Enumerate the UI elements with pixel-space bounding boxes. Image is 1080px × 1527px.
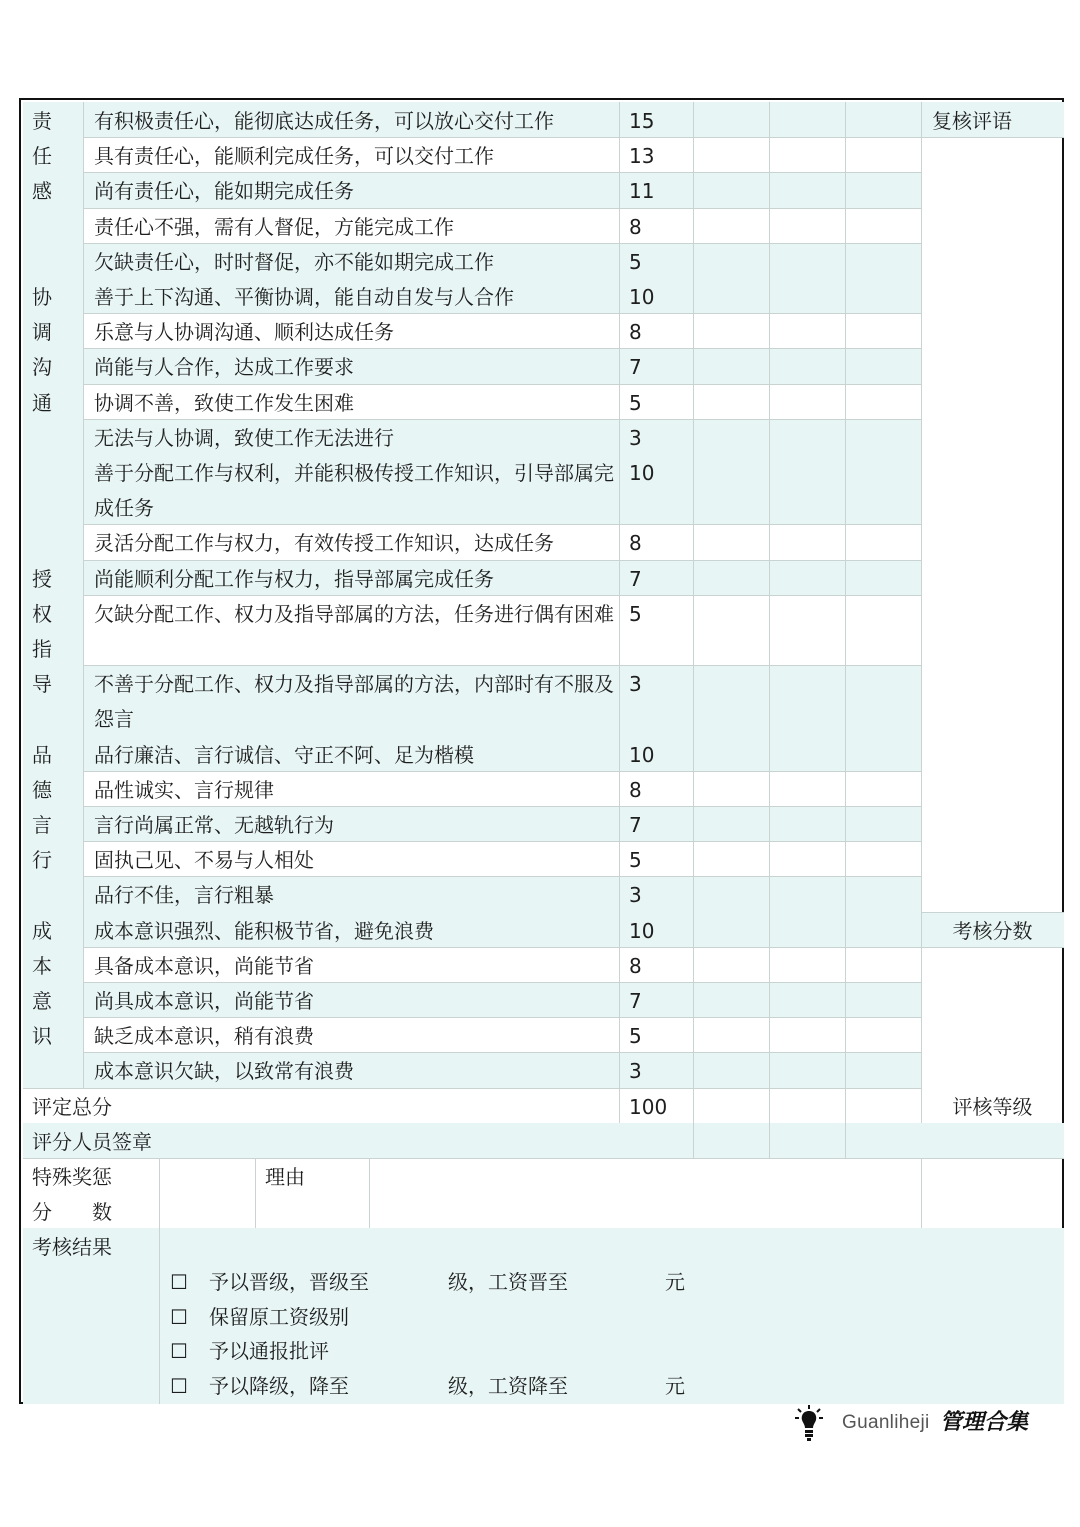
category-label-char: 言 xyxy=(32,813,52,837)
special-reason-label: 理由 xyxy=(265,1165,305,1189)
category-label-char: 意 xyxy=(32,989,52,1013)
grid-line xyxy=(769,102,770,1158)
criteria-score: 7 xyxy=(629,355,642,380)
criteria-text: 尚具成本意识，尚能节省 xyxy=(94,989,314,1013)
criteria-score: 8 xyxy=(629,320,642,345)
grid-line xyxy=(83,876,921,877)
watermark xyxy=(790,1402,1050,1446)
criteria-score: 7 xyxy=(629,566,642,591)
category-name xyxy=(21,100,22,101)
appraisal-form xyxy=(19,98,1064,1404)
category-label-char: 责 xyxy=(32,109,52,133)
category-label-char: 权 xyxy=(32,601,52,626)
grid-line xyxy=(921,947,1064,948)
result-option-text: 予以晋级，晋级至 xyxy=(209,1270,369,1295)
criteria-score: 5 xyxy=(629,601,642,626)
grid-line xyxy=(83,348,921,349)
criteria-text: 品行不佳，言行粗暴 xyxy=(94,883,274,908)
grid-line xyxy=(83,841,921,842)
criteria-score: 5 xyxy=(629,1024,642,1049)
result-option-checkbox: ☐ xyxy=(170,1339,188,1364)
criteria-text: 尚能与人合作，达成工作要求 xyxy=(94,355,354,380)
criteria-text: 责任心不强，需有人督促，方能完成工作 xyxy=(94,214,454,239)
assessment-grade-label: 评核等级 xyxy=(952,1094,1033,1119)
grid-line xyxy=(83,1052,921,1053)
criteria-text: 善于分配工作与权利，并能积极传授工作知识，引导部属完成任务 xyxy=(94,461,614,520)
special-label-line2: 分 数 xyxy=(32,1200,112,1225)
special-reward-row xyxy=(23,1158,1064,1228)
result-option-text: 保留原工资级别 xyxy=(209,1304,349,1329)
grid-line xyxy=(83,243,921,244)
category-label-char: 协 xyxy=(32,285,52,309)
category-name xyxy=(21,100,22,101)
criteria-text: 有积极责任心，能彻底达成任务，可以放心交付工作 xyxy=(94,109,554,133)
criteria-text: 不善于分配工作、权力及指导部属的方法，内部时有不服及怨言 xyxy=(94,672,614,732)
criteria-score: 8 xyxy=(629,214,642,239)
grid-line xyxy=(369,1158,370,1228)
category-label-char: 授 xyxy=(32,566,52,591)
category-label-char: 通 xyxy=(32,390,52,415)
category-label-char: 识 xyxy=(32,1024,52,1049)
category-label-char: 沟 xyxy=(32,355,52,380)
category-label-char: 本 xyxy=(32,953,52,978)
category-label-char: 感 xyxy=(32,179,52,204)
criteria-text: 成本意识强烈、能积极节省，避免浪费 xyxy=(94,918,434,943)
total-row xyxy=(23,1088,921,1123)
criteria-score: 3 xyxy=(629,1059,642,1084)
category-label-char: 指 xyxy=(32,637,52,661)
criteria-text: 言行尚属正常、无越轨行为 xyxy=(94,813,334,837)
total-score: 100 xyxy=(629,1094,668,1119)
category-label-char: 调 xyxy=(32,320,52,345)
grid-line xyxy=(83,102,84,1088)
criteria-text: 缺乏成本意识，稍有浪费 xyxy=(94,1024,314,1049)
result-option-checkbox: ☐ xyxy=(170,1304,188,1329)
category-name xyxy=(21,100,22,101)
result-option-text: 予以降级，降至 xyxy=(209,1373,349,1398)
criteria-score: 10 xyxy=(629,742,655,767)
criteria-text: 具备成本意识，尚能节省 xyxy=(94,953,314,978)
category-name xyxy=(21,100,22,101)
criteria-score: 5 xyxy=(629,390,642,415)
grid-line xyxy=(83,137,921,138)
category-label-char: 品 xyxy=(32,742,52,767)
criteria-score: 3 xyxy=(629,425,642,450)
criteria-score: 11 xyxy=(629,179,655,204)
watermark-brand: Guanliheji xyxy=(842,1412,930,1433)
signature-label: 评分人员签章 xyxy=(32,1129,152,1154)
grid-line xyxy=(159,1228,160,1404)
grid-line xyxy=(83,208,921,209)
criteria-score: 7 xyxy=(629,813,642,837)
grid-line xyxy=(83,947,921,948)
grid-line xyxy=(921,1158,922,1228)
result-label: 考核结果 xyxy=(32,1235,112,1260)
grid-line xyxy=(255,1158,256,1228)
criteria-score: 10 xyxy=(629,918,655,943)
grid-line xyxy=(83,595,921,596)
lightbulb-icon xyxy=(794,1404,824,1442)
assessment-score-box xyxy=(921,947,1064,1088)
criteria-text: 具有责任心，能顺利完成任务，可以交付工作 xyxy=(94,144,494,169)
criteria-text: 品性诚实、言行规律 xyxy=(94,777,274,802)
criteria-text: 品行廉洁、言行诚信、守正不阿、足为楷模 xyxy=(94,742,474,767)
grid-line xyxy=(83,1017,921,1018)
criteria-text: 固执己见、不易与人相处 xyxy=(94,848,314,873)
criteria-text: 欠缺分配工作、权力及指导部属的方法，任务进行偶有困难 xyxy=(94,601,614,626)
criteria-text: 灵活分配工作与权力，有效传授工作知识，达成任务 xyxy=(94,531,554,556)
grid-line xyxy=(83,313,921,314)
result-option-unit: 元 xyxy=(665,1270,685,1295)
grid-line xyxy=(83,982,921,983)
result-option-unit: 元 xyxy=(665,1373,685,1398)
criteria-text: 尚有责任心，能如期完成任务 xyxy=(94,179,354,204)
review-comment-label: 复核评语 xyxy=(932,109,1012,133)
grid-line xyxy=(83,806,921,807)
special-label-line1: 特殊奖惩 xyxy=(32,1165,112,1189)
result-option-mid: 级，工资降至 xyxy=(448,1373,568,1398)
grid-line xyxy=(619,102,620,1123)
grid-line xyxy=(83,524,921,525)
grid-line xyxy=(921,912,1064,913)
criteria-text: 尚能顺利分配工作与权力，指导部属完成任务 xyxy=(94,566,494,591)
category-label-char: 任 xyxy=(32,144,52,169)
criteria-text: 欠缺责任心，时时督促，亦不能如期完成工作 xyxy=(94,249,494,274)
criteria-score: 7 xyxy=(629,989,642,1013)
category-label-char: 成 xyxy=(32,918,52,943)
criteria-score: 10 xyxy=(629,285,655,309)
grid-line xyxy=(83,771,921,772)
total-label: 评定总分 xyxy=(32,1094,112,1119)
grid-line xyxy=(921,137,1064,138)
category-label-char: 行 xyxy=(32,848,52,873)
result-option-checkbox: ☐ xyxy=(170,1270,188,1295)
signature-row xyxy=(23,1123,1064,1158)
result-option-text: 予以通报批评 xyxy=(209,1339,329,1364)
category-name xyxy=(21,100,22,101)
result-option-checkbox: ☐ xyxy=(170,1373,188,1398)
criteria-score: 10 xyxy=(629,461,655,485)
criteria-score: 13 xyxy=(629,144,655,169)
grid-line xyxy=(83,560,921,561)
criteria-text: 无法与人协调，致使工作无法进行 xyxy=(94,425,394,450)
assessment-score-label: 考核分数 xyxy=(952,918,1033,943)
watermark-brand-cn: 管理合集 xyxy=(940,1409,1029,1435)
grid-line xyxy=(83,419,921,420)
result-option-mid: 级，工资晋至 xyxy=(448,1270,568,1295)
criteria-text: 成本意识欠缺，以致常有浪费 xyxy=(94,1059,354,1084)
criteria-score: 3 xyxy=(629,672,642,697)
grid-line xyxy=(693,102,694,1158)
criteria-score: 8 xyxy=(629,531,642,556)
review-comment-box xyxy=(921,137,1064,912)
criteria-text: 善于上下沟通、平衡协调，能自动自发与人合作 xyxy=(94,285,514,309)
grid-line xyxy=(845,102,846,1158)
criteria-score: 3 xyxy=(629,883,642,908)
criteria-score: 8 xyxy=(629,953,642,978)
grid-line xyxy=(83,172,921,173)
grid-line xyxy=(83,384,921,385)
criteria-text: 协调不善，致使工作发生困难 xyxy=(94,390,354,415)
category-label-char: 导 xyxy=(32,672,52,697)
category-label-char: 德 xyxy=(32,777,52,802)
criteria-score: 8 xyxy=(629,777,642,802)
criteria-score: 5 xyxy=(629,249,642,274)
grid-line xyxy=(83,665,921,666)
criteria-score: 15 xyxy=(629,109,655,133)
criteria-score: 5 xyxy=(629,848,642,873)
criteria-text: 乐意与人协调沟通、顺利达成任务 xyxy=(94,320,394,345)
grid-line xyxy=(921,102,922,1123)
